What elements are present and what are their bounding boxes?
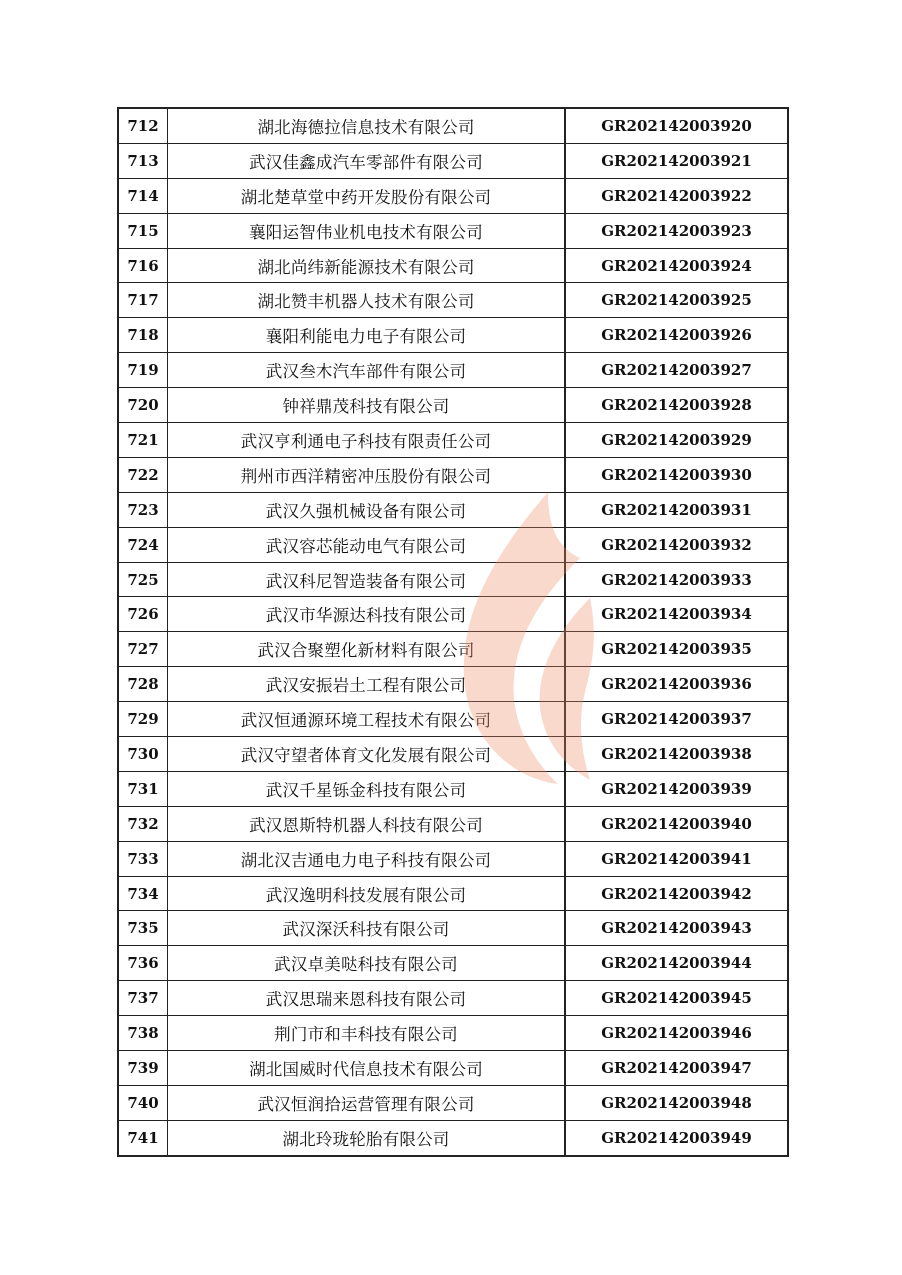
certificate-code: GR202142003940 bbox=[565, 806, 788, 841]
row-number: 713 bbox=[118, 143, 168, 178]
table-row bbox=[118, 1085, 788, 1120]
table-row bbox=[118, 318, 788, 353]
company-name: 武汉安振岩土工程有限公司 bbox=[168, 667, 566, 702]
company-name: 武汉恒润拾运营管理有限公司 bbox=[168, 1085, 566, 1120]
row-number: 729 bbox=[118, 702, 168, 737]
table-row bbox=[118, 143, 788, 178]
table-row bbox=[118, 737, 788, 772]
certificate-code: GR202142003949 bbox=[565, 1120, 788, 1155]
certificate-code: GR202142003944 bbox=[565, 946, 788, 981]
table-row bbox=[118, 1016, 788, 1051]
company-name: 武汉思瑞来恩科技有限公司 bbox=[168, 981, 566, 1016]
table-row bbox=[118, 1051, 788, 1086]
company-name: 武汉久强机械设备有限公司 bbox=[168, 492, 566, 527]
table-row bbox=[118, 632, 788, 667]
certificate-code: GR202142003934 bbox=[565, 597, 788, 632]
row-number: 715 bbox=[118, 213, 168, 248]
company-name: 湖北玲珑轮胎有限公司 bbox=[168, 1120, 566, 1155]
certificate-code: GR202142003931 bbox=[565, 492, 788, 527]
company-name: 武汉佳鑫成汽车零部件有限公司 bbox=[168, 143, 566, 178]
row-number: 732 bbox=[118, 806, 168, 841]
company-name: 武汉科尼智造装备有限公司 bbox=[168, 562, 566, 597]
row-number: 741 bbox=[118, 1120, 168, 1155]
company-name: 武汉亨利通电子科技有限责任公司 bbox=[168, 423, 566, 458]
company-name: 湖北赞丰机器人技术有限公司 bbox=[168, 283, 566, 318]
certificate-code: GR202142003937 bbox=[565, 702, 788, 737]
row-number: 737 bbox=[118, 981, 168, 1016]
company-name: 武汉恩斯特机器人科技有限公司 bbox=[168, 806, 566, 841]
company-name: 襄阳运智伟业机电技术有限公司 bbox=[168, 213, 566, 248]
row-number: 719 bbox=[118, 353, 168, 388]
company-name: 武汉恒通源环境工程技术有限公司 bbox=[168, 702, 566, 737]
table-row bbox=[118, 457, 788, 492]
certificate-code: GR202142003933 bbox=[565, 562, 788, 597]
company-name: 武汉卓美哒科技有限公司 bbox=[168, 946, 566, 981]
company-name: 武汉深沃科技有限公司 bbox=[168, 911, 566, 946]
row-number: 738 bbox=[118, 1016, 168, 1051]
company-name: 湖北尚纬新能源技术有限公司 bbox=[168, 248, 566, 283]
table-row bbox=[118, 388, 788, 423]
company-name: 武汉市华源达科技有限公司 bbox=[168, 597, 566, 632]
certificate-code: GR202142003932 bbox=[565, 527, 788, 562]
table-row bbox=[118, 911, 788, 946]
table-row bbox=[118, 108, 788, 143]
certificate-code: GR202142003930 bbox=[565, 457, 788, 492]
row-number: 731 bbox=[118, 771, 168, 806]
company-name: 武汉逸明科技发展有限公司 bbox=[168, 876, 566, 911]
company-name: 武汉守望者体育文化发展有限公司 bbox=[168, 737, 566, 772]
certificate-code: GR202142003923 bbox=[565, 213, 788, 248]
certificate-code: GR202142003943 bbox=[565, 911, 788, 946]
certificate-code: GR202142003928 bbox=[565, 388, 788, 423]
certificate-code: GR202142003939 bbox=[565, 771, 788, 806]
certificate-code: GR202142003935 bbox=[565, 632, 788, 667]
row-number: 733 bbox=[118, 841, 168, 876]
row-number: 714 bbox=[118, 178, 168, 213]
table-row bbox=[118, 213, 788, 248]
row-number: 739 bbox=[118, 1051, 168, 1086]
company-name: 湖北汉吉通电力电子科技有限公司 bbox=[168, 841, 566, 876]
company-name: 湖北楚草堂中药开发股份有限公司 bbox=[168, 178, 566, 213]
table-row bbox=[118, 597, 788, 632]
company-name: 钟祥鼎茂科技有限公司 bbox=[168, 388, 566, 423]
table-row bbox=[118, 702, 788, 737]
row-number: 712 bbox=[118, 108, 168, 143]
company-name: 武汉叁木汽车部件有限公司 bbox=[168, 353, 566, 388]
certificate-code: GR202142003942 bbox=[565, 876, 788, 911]
certificate-code: GR202142003924 bbox=[565, 248, 788, 283]
row-number: 716 bbox=[118, 248, 168, 283]
certificate-code: GR202142003922 bbox=[565, 178, 788, 213]
certificate-code: GR202142003920 bbox=[565, 108, 788, 143]
row-number: 725 bbox=[118, 562, 168, 597]
row-number: 728 bbox=[118, 667, 168, 702]
table-row bbox=[118, 283, 788, 318]
company-name: 荆门市和丰科技有限公司 bbox=[168, 1016, 566, 1051]
company-name: 湖北国威时代信息技术有限公司 bbox=[168, 1051, 566, 1086]
row-number: 736 bbox=[118, 946, 168, 981]
row-number: 735 bbox=[118, 911, 168, 946]
table-row bbox=[118, 423, 788, 458]
table-row bbox=[118, 876, 788, 911]
company-name: 武汉千星铄金科技有限公司 bbox=[168, 771, 566, 806]
table-row bbox=[118, 667, 788, 702]
certificate-code: GR202142003938 bbox=[565, 737, 788, 772]
table-row bbox=[118, 353, 788, 388]
certificate-code: GR202142003921 bbox=[565, 143, 788, 178]
company-registry-table bbox=[117, 107, 789, 1157]
company-name: 武汉合聚塑化新材料有限公司 bbox=[168, 632, 566, 667]
table-row bbox=[118, 562, 788, 597]
row-number: 730 bbox=[118, 737, 168, 772]
certificate-code: GR202142003925 bbox=[565, 283, 788, 318]
row-number: 724 bbox=[118, 527, 168, 562]
table-row bbox=[118, 527, 788, 562]
row-number: 740 bbox=[118, 1085, 168, 1120]
table-row bbox=[118, 946, 788, 981]
row-number: 723 bbox=[118, 492, 168, 527]
certificate-code: GR202142003948 bbox=[565, 1085, 788, 1120]
table-row bbox=[118, 841, 788, 876]
table-body bbox=[118, 108, 788, 1156]
row-number: 727 bbox=[118, 632, 168, 667]
company-name: 襄阳利能电力电子有限公司 bbox=[168, 318, 566, 353]
table-row bbox=[118, 771, 788, 806]
row-number: 721 bbox=[118, 423, 168, 458]
certificate-code: GR202142003936 bbox=[565, 667, 788, 702]
certificate-code: GR202142003926 bbox=[565, 318, 788, 353]
row-number: 717 bbox=[118, 283, 168, 318]
row-number: 726 bbox=[118, 597, 168, 632]
table-row bbox=[118, 1120, 788, 1155]
certificate-code: GR202142003947 bbox=[565, 1051, 788, 1086]
row-number: 720 bbox=[118, 388, 168, 423]
company-name: 荆州市西洋精密冲压股份有限公司 bbox=[168, 457, 566, 492]
certificate-code: GR202142003927 bbox=[565, 353, 788, 388]
certificate-code: GR202142003945 bbox=[565, 981, 788, 1016]
row-number: 734 bbox=[118, 876, 168, 911]
table-row bbox=[118, 492, 788, 527]
table-row bbox=[118, 248, 788, 283]
certificate-code: GR202142003929 bbox=[565, 423, 788, 458]
row-number: 722 bbox=[118, 457, 168, 492]
company-name: 武汉容芯能动电气有限公司 bbox=[168, 527, 566, 562]
table-row bbox=[118, 178, 788, 213]
row-number: 718 bbox=[118, 318, 168, 353]
certificate-code: GR202142003946 bbox=[565, 1016, 788, 1051]
table-row bbox=[118, 806, 788, 841]
certificate-code: GR202142003941 bbox=[565, 841, 788, 876]
company-name: 湖北海德拉信息技术有限公司 bbox=[168, 108, 566, 143]
table-row bbox=[118, 981, 788, 1016]
